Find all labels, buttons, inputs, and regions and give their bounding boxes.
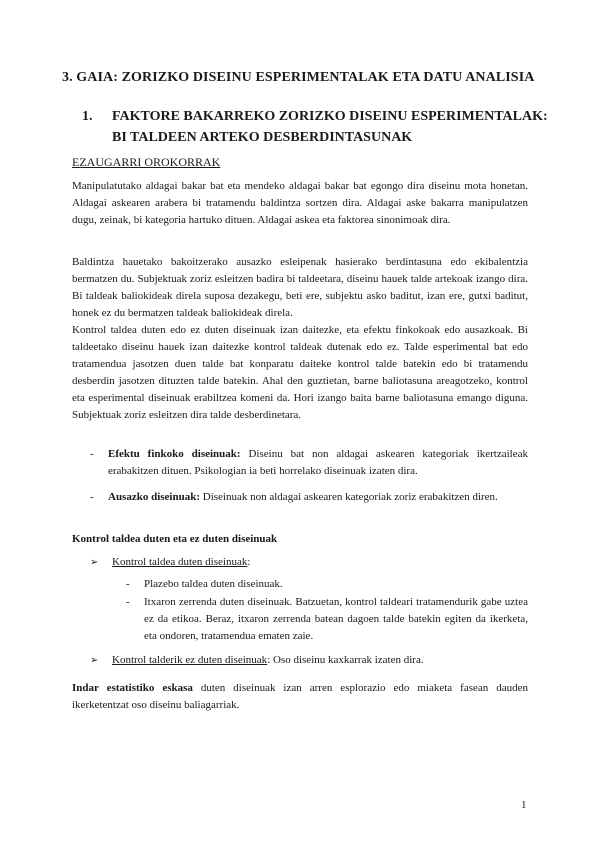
- sub-bullet-text: Itxaron zerrenda duten diseinuak. Batzuetan, kontrol taldeari tratamendurik gabe uztea ez da etikoa. Beraz, itxaron zerrenda batean dagoen talde batekin egiten da ikerketa, eta ondoren, tratamendua ematen zaie.: [144, 596, 528, 642]
- bullet-term: Ausazko diseinuak:: [108, 491, 201, 503]
- final-paragraph-term: Indar estatistiko eskasa: [72, 682, 193, 694]
- sub-bullet-text: Plazebo taldea duten diseinuak.: [144, 578, 283, 590]
- bullet-text: Diseinu bat non aldagai askearen kategoriak ikertzaileak erabakitzen dituen. Psikologian ia beti horrelako diseinuak izaten dira.: [108, 448, 528, 477]
- bullet-term: Efektu finkoko diseinuak:: [108, 448, 241, 460]
- bullet-dash: -: [90, 448, 94, 460]
- bullet-dash: -: [90, 491, 94, 503]
- sub-bullet-dash: -: [126, 596, 130, 608]
- page-number: 1: [521, 799, 527, 811]
- subheading-general-features: EZAUGARRI OROKORRAK: [72, 155, 221, 169]
- arrow-bullet-icon: ➢: [90, 557, 99, 568]
- sub-bullet-dash: -: [126, 578, 130, 590]
- paragraph-3: Kontrol taldea duten edo ez duten diseinuak izan daitezke, eta efektu finkokoak edo ausazkoak. Bi taldeetako diseinu hauek izan daitezke kontrol taldeak dutenak edo ez. Talde esperimental bat edo tratamendua jasotzen duen talde bat konparatu daiteke kontrol talde batekin edo bi tratamendu desberdin jasotzen dituzten talde batekin. Ahal den guztietan, barne baliotasuna areagotzeko, kontrol eta esperimental diseinuak erabiltzea komeni da. Hori izango baita barne baliotasuna emango diguna. Subjektuak zoriz esleitzen dira talde desberdinetara.: [72, 324, 528, 421]
- section-title: FAKTORE BAKARREKO ZORIZKO DISEINU ESPERIMENTALAK: BI TALDEEN ARTEKO DESBERDINTASUNAK: [112, 109, 548, 145]
- final-paragraph-text: duten diseinuak izan arren esplorazio edo miaketa fasean dauden ikerketentzat oso diseinu baliagarriak.: [72, 682, 528, 711]
- arrow-item-suffix: : Oso diseinu kaxkarrak izaten dira.: [267, 654, 424, 666]
- arrow-item-label: Kontrol taldea duten diseinuak: [112, 556, 248, 568]
- section-number: 1.: [82, 109, 93, 124]
- paragraph-1: Manipulatutako aldagai bakar bat eta mendeko aldagai bakar bat egongo dira diseinu mota honetan. Aldagai askearen arabera bi tratamendu baldintza sortzen dira. Aldagai aske bakarra manipulatzen dugu, zeinak, bi kategoria hartuko dituen. Aldagai askea eta faktorea sinonimoak dira.: [72, 180, 528, 226]
- arrow-item-suffix: :: [247, 556, 251, 568]
- arrow-item-label: Kontrol talderik ez duten diseinuak: [112, 654, 268, 666]
- bullet-text: Diseinuak non aldagai askearen kategoriak zoriz erabakitzen diren.: [200, 491, 498, 503]
- chapter-title: 3. GAIA: ZORIZKO DISEINU ESPERIMENTALAK ETA DATU ANALISIA: [62, 70, 535, 85]
- arrow-bullet-icon: ➢: [90, 655, 99, 666]
- paragraph-2: Baldintza hauetako bakoitzerako ausazko esleipenak hasierako berdintasuna edo ekibalentzia bermatzen du. Subjektuak zoriz esleitzen badira bi taldeetara, diseinu hauek talde artekoak izango dira. Bi taldeak baliokideak direla suposa dezakegu, beti ere, subjektu asko baditut, izan ere, gutxi baditut, honek ez du bermatzen taldeak baliokideak direla.: [72, 256, 528, 319]
- control-group-heading: Kontrol taldea duten eta ez duten diseinuak: [72, 533, 278, 545]
- final-paragraph: [72, 680, 528, 714]
